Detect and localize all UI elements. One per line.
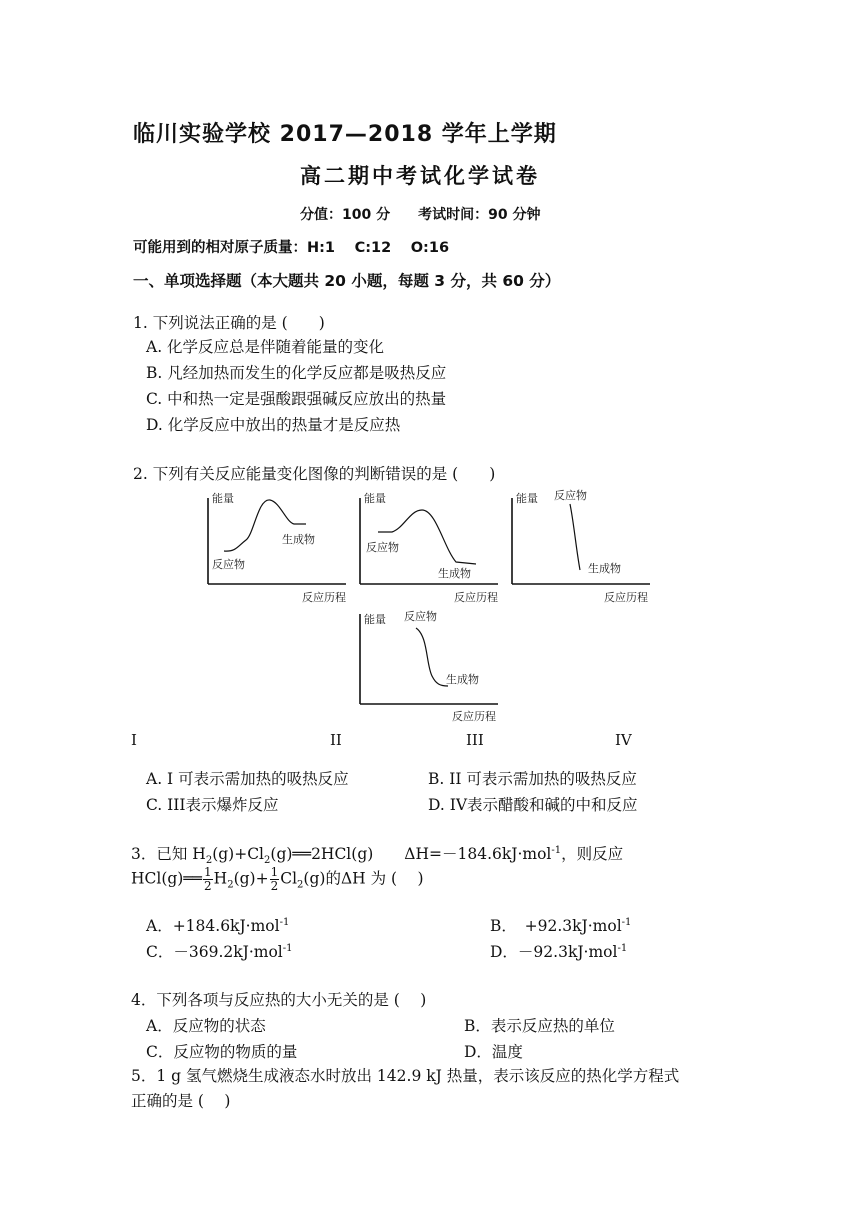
q4-option-a: A．反应物的状态 — [146, 1017, 266, 1035]
y-axis-label: 能量 — [212, 492, 234, 505]
section-title: 一、单项选择题（本大题共 20 小题，每题 3 分，共 60 分） — [133, 272, 561, 290]
diagram-label-3: III — [466, 731, 484, 749]
energy-diagram-4 — [348, 606, 508, 726]
energy-diagram-2 — [348, 488, 508, 606]
q3-stem-line2: HCl(g)══ $\frac{1}{2}$ $H_2(g)+$ $\frac{1}{2}$ $Cl_2(g)$的ΔH 为 ( ) — [131, 865, 424, 893]
q3-stem: 3．已知 $H_2(g)+Cl_2(g)══2HCl(g)$ ΔH=－184.6kJ·mol$^{-1}$，则反应 — [131, 844, 624, 867]
reactant-label: 反应物 — [212, 558, 245, 571]
reactant-label: 反应物 — [554, 489, 587, 502]
school-title: 临川实验学校 2017—2018 学年上学期 — [133, 122, 557, 147]
fraction-half: $\frac{1}{2}$ — [204, 865, 212, 893]
q3-option-a: A．+184.6kJ·mol$^{-1}$ — [146, 916, 290, 935]
q1-option-a: A. 化学反应总是伴随着能量的变化 — [146, 338, 385, 356]
q4-stem: 4．下列各项与反应热的大小无关的是 ( ) — [131, 991, 427, 1009]
x-axis-label: 反应历程 — [454, 591, 498, 604]
q2-option-c: C. III表示爆炸反应 — [146, 796, 279, 814]
product-label: 生成物 — [438, 567, 471, 580]
energy-diagram-3 — [500, 488, 660, 606]
score-info: 分值：100 分 考试时间：90 分钟 — [300, 207, 541, 223]
diagram-label-1: I — [131, 731, 137, 749]
q1-option-c: C. 中和热一定是强酸跟强碱反应放出的热量 — [146, 390, 447, 408]
energy-curve — [570, 504, 580, 570]
q5-stem: 5．1 g 氢气燃烧生成液态水时放出 142.9 kJ 热量，表示该反应的热化学方程式 — [131, 1067, 680, 1085]
q3-option-b: B． +92.3kJ·mol$^{-1}$ — [490, 916, 632, 935]
energy-curve — [378, 510, 476, 564]
x-axis-label: 反应历程 — [604, 591, 648, 604]
reactant-label: 反应物 — [404, 610, 437, 623]
q3-option-d: D．－92.3kJ·mol$^{-1}$ — [490, 942, 628, 961]
q2-option-d: D. IV表示醋酸和碱的中和反应 — [428, 796, 638, 814]
energy-curve — [416, 628, 448, 686]
product-label: 生成物 — [588, 562, 621, 575]
q3-option-c: C．－369.2kJ·mol$^{-1}$ — [146, 942, 293, 961]
product-label: 生成物 — [446, 673, 479, 686]
x-axis-label: 反应历程 — [302, 591, 346, 604]
fraction-half: $\frac{1}{2}$ — [270, 865, 279, 893]
product-label: 生成物 — [282, 533, 315, 546]
y-axis-label: 能量 — [364, 613, 386, 626]
q4-option-b: B．表示反应热的单位 — [464, 1017, 615, 1035]
q4-option-d: D．温度 — [464, 1043, 523, 1061]
exam-title: 高二期中考试化学试卷 — [300, 164, 540, 188]
q2-option-a: A. I 可表示需加热的吸热反应 — [146, 770, 349, 788]
x-axis-label: 反应历程 — [452, 710, 496, 723]
diagram-label-4: IV — [615, 731, 632, 749]
reactant-label: 反应物 — [366, 541, 399, 554]
q1-option-b: B. 凡经加热而发生的化学反应都是吸热反应 — [146, 364, 447, 382]
diagram-label-2: II — [330, 731, 342, 749]
y-axis-label: 能量 — [516, 492, 538, 505]
y-axis-label: 能量 — [364, 492, 386, 505]
atomic-masses: 可能用到的相对原子质量：H:1 C:12 O:16 — [133, 240, 450, 256]
q1-stem: 1. 下列说法正确的是 ( ) — [133, 314, 325, 332]
q2-option-b: B. II 可表示需加热的吸热反应 — [428, 770, 637, 788]
q2-stem: 2. 下列有关反应能量变化图像的判断错误的是 ( ) — [133, 465, 496, 483]
energy-diagram-1 — [196, 488, 356, 606]
q4-option-c: C．反应物的物质的量 — [146, 1043, 298, 1061]
q1-option-d: D. 化学反应中放出的热量才是反应热 — [146, 416, 401, 434]
q5-stem-line2: 正确的是 ( ) — [131, 1092, 231, 1110]
